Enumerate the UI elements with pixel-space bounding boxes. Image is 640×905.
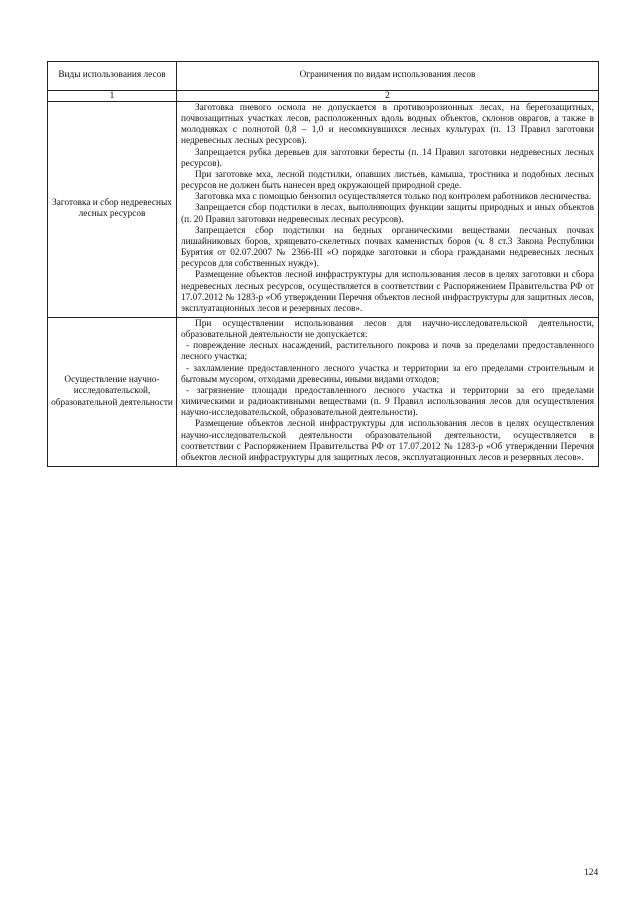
- row-kind-label: Заготовка и сбор недревесных лесных ресурсов: [48, 102, 177, 318]
- column-number-row: [48, 91, 599, 102]
- restriction-paragraph: При заготовке мха, лесной подстилки, опавших листьев, камыша, тростника и подобных лесных ресурсов не должен быть нанесен вред окружающей природной среде.: [181, 169, 594, 192]
- restriction-paragraph: Запрещается сбор подстилки в лесах, выполняющих функции защиты природных и иных объектов (п. 20 Правил заготовки недревесных лесных ресурсов).: [181, 203, 594, 225]
- row-kind-label: Осуществление научно-исследовательской, образовательной деятельности: [48, 317, 177, 466]
- restriction-paragraph: Заготовка пневого осмола не допускается в противоэрозионных лесах, на берегозащитных, почвозащитных участках лесов, расположенных вдоль водных объектов, склонов оврагов, а также в молодняках с полнотой 0,8 – 1,0 и несомкнувшихся лесных культурах (п. 13 Правил заготовки недревесных лесных ресурсов).: [181, 103, 594, 147]
- table-row: [48, 317, 599, 466]
- restriction-list-item: - захламление предоставленного лесного участка и территории за его пределами строительным и бытовым мусором, отходами древесины, иными видами отходов;: [181, 363, 594, 385]
- restriction-paragraph: При осуществлении использования лесов для научно-исследовательской деятельности, образовательной деятельности не допускается:: [181, 318, 594, 341]
- header-kinds: Виды использования лесов: [48, 62, 177, 91]
- row-restrictions: [177, 102, 599, 318]
- restriction-paragraph: Заготовка мха с помощью бензопил осуществляется только под контролем работников лесничества.: [195, 192, 592, 203]
- table-header-row: [48, 62, 599, 91]
- table-row: [48, 102, 599, 318]
- restriction-paragraph: Размещение объектов лесной инфраструктуры для использования лесов в целях заготовки и сбора недревесных лесных ресурсов, осуществляется в соответствии с Распоряжением Правительства РФ от 17.07.2012 № 1283-р «Об утверждении Перечня объектов лесной инфраструктуры для защитных лесов, эксплуатационных лесов и резервных лесов».: [181, 270, 594, 314]
- page-number: 124: [584, 868, 599, 878]
- restriction-paragraph: Запрещается рубка деревьев для заготовки бересты (п. 14 Правил заготовки недревесных лесных ресурсов).: [181, 147, 594, 169]
- column-number-1: 1: [48, 91, 177, 102]
- column-number-2: 2: [177, 91, 599, 102]
- header-restrictions: Ограничения по видам использования лесов: [177, 62, 599, 91]
- restriction-paragraph: Запрещается сбор подстилки на бедных органическими веществами песчаных почвах лишайниковых боров, хрящевато-скелетных почвах каменистых боров (ч. 8 ст.3 Закона Республики Бурятия от 02.07.2007 № 2366-III «О порядке заготовки и сбора гражданами недревесных лесных ресурсов для собственных нужд»).: [181, 225, 594, 270]
- restriction-paragraph: Размещение объектов лесной инфраструктуры для использования лесов в целях осуществления научно-исследовательской деятельности образовательной деятельности, осуществляется в соответствии с Распоряжением Правительства РФ от 17.07.2012 № 1283-р «Об утверждении Перечня объектов лесной инфраструктуры для защитных лесов, эксплуатационных лесов и резервных лесов».: [181, 419, 594, 463]
- restriction-list-item: - повреждение лесных насаждений, растительного покрова и почв за пределами предоставленного лесного участка;: [181, 341, 594, 363]
- row-restrictions: [177, 317, 599, 466]
- restrictions-table: [47, 61, 599, 467]
- restriction-list-item: - загрязнение площади предоставленного лесного участка и территории за его пределами химическими и радиоактивными веществами (п. 9 Правил использования лесов для осуществления научно-исследовательской, образовательной деятельности).: [181, 385, 594, 419]
